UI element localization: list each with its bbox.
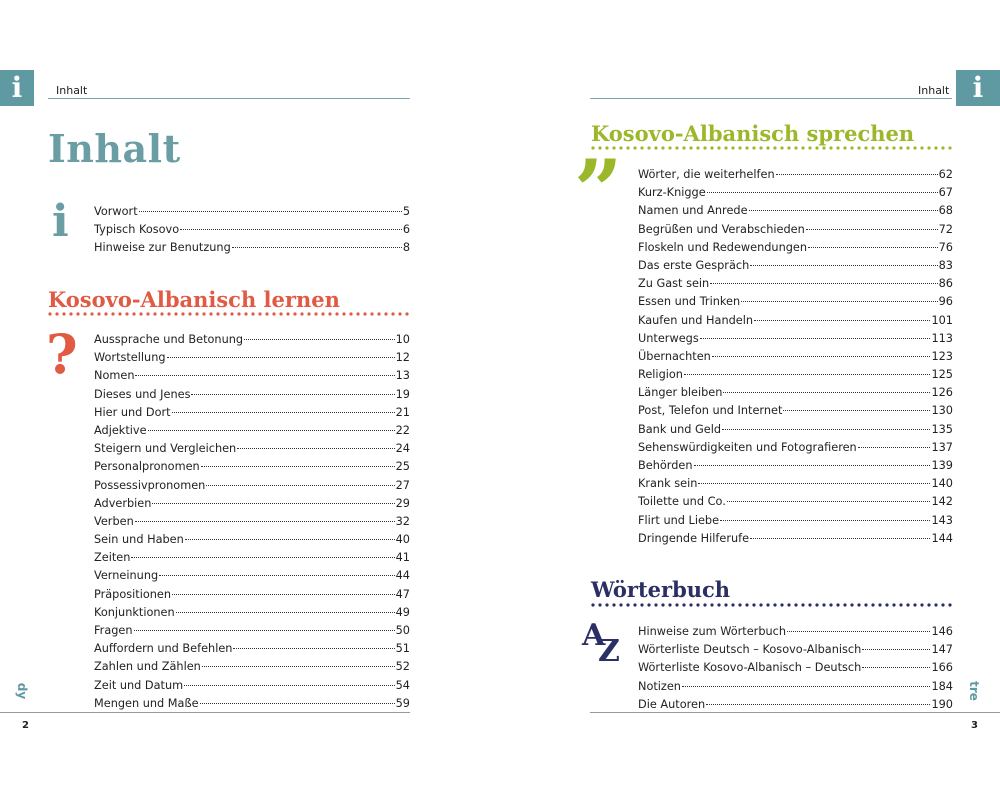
toc-entry-title: Wörter, die weiterhelfen — [638, 168, 775, 181]
dot-leader — [172, 594, 395, 595]
toc-entry-title: Auffordern und Befehlen — [94, 642, 233, 656]
toc-entry-title: Fragen — [94, 624, 133, 637]
a-z-icon — [582, 618, 626, 669]
toc-entry[interactable] — [638, 166, 953, 184]
dot-leader — [201, 466, 395, 467]
toc-entry-page: 76 — [938, 240, 953, 254]
side-word-dy: dy — [15, 682, 30, 700]
toc-entry[interactable] — [94, 331, 410, 349]
toc-entry-title: Nomen — [94, 369, 135, 383]
toc-entry-title: Dieses und Jenes — [94, 387, 191, 401]
dot-leader — [808, 247, 938, 248]
toc-entry-page: 166 — [931, 661, 953, 675]
dot-leader — [131, 557, 394, 558]
dot-leader — [202, 666, 395, 667]
toc-entry-page: 19 — [395, 387, 410, 401]
toc-entry[interactable] — [638, 402, 953, 420]
dot-leader — [706, 704, 930, 705]
toc-list-lernen — [94, 331, 410, 713]
toc-entry-title: Hinweise zur Benutzung — [94, 241, 231, 255]
toc-entry-title: Sein und Haben — [94, 533, 184, 547]
dot-leader — [184, 685, 394, 686]
page-number: 3 — [971, 720, 978, 731]
toc-entry[interactable] — [638, 659, 953, 677]
dot-leader — [806, 229, 938, 230]
toc-entry-title: Länger bleiben — [638, 386, 723, 400]
dot-leader — [722, 429, 930, 430]
toc-entry-page: 59 — [395, 696, 410, 710]
toc-entry[interactable] — [94, 640, 410, 658]
toc-entry-page: 101 — [931, 313, 953, 327]
toc-entry-title: Übernachten — [638, 349, 711, 363]
header-rule — [590, 98, 952, 99]
dot-leader — [135, 375, 394, 376]
toc-entry[interactable] — [638, 421, 953, 439]
dot-leader — [710, 283, 937, 284]
toc-entry-title: Aussprache und Betonung — [94, 333, 244, 346]
dot-leader — [862, 667, 930, 668]
toc-entry[interactable] — [94, 658, 410, 676]
toc-entry[interactable] — [638, 366, 953, 384]
toc-entry-page: 62 — [938, 168, 953, 181]
section-title-sprechen: Kosovo-Albanisch sprechen — [591, 121, 915, 146]
dot-leader — [185, 539, 395, 540]
toc-entry-title: Typisch Kosovo — [94, 223, 180, 237]
dot-leader — [135, 521, 395, 522]
toc-entry-title: Hinweise zum Wörterbuch — [638, 625, 787, 638]
toc-entry-title: Präpositionen — [94, 587, 172, 601]
toc-entry[interactable] — [638, 530, 953, 548]
toc-entry-page: 50 — [395, 624, 410, 637]
dot-leader — [682, 686, 930, 687]
toc-entry-title: Die Autoren — [638, 697, 706, 711]
toc-entry-page: 123 — [931, 349, 953, 363]
toc-entry-page: 68 — [938, 204, 953, 218]
toc-entry-title: Bank und Geld — [638, 422, 722, 436]
dot-leader — [232, 247, 402, 248]
dot-leader — [858, 447, 931, 448]
dot-leader — [172, 412, 395, 413]
toc-entry[interactable] — [638, 275, 953, 293]
toc-entry-page: 72 — [938, 222, 953, 236]
toc-entry-page: 32 — [395, 514, 410, 528]
toc-entry-title: Adverbien — [94, 496, 152, 510]
toc-entry[interactable] — [638, 257, 953, 275]
toc-entry-page: 6 — [402, 223, 410, 237]
toc-entry-page: 86 — [938, 277, 953, 291]
toc-entry-title: Das erste Gespräch — [638, 258, 750, 272]
toc-entry-page: 22 — [395, 423, 410, 437]
toc-entry-title: Unterwegs — [638, 331, 699, 345]
toc-entry[interactable] — [94, 513, 410, 531]
info-tab-icon: i — [0, 70, 34, 106]
toc-entry-page: 40 — [395, 533, 410, 547]
dot-leader — [750, 265, 937, 266]
toc-entry[interactable] — [638, 475, 953, 493]
section-dots-woerterbuch — [591, 603, 953, 607]
page-number: 2 — [22, 720, 29, 731]
toc-entry-page: 142 — [931, 495, 953, 509]
toc-entry-page: 44 — [395, 569, 410, 583]
toc-entry-page: 13 — [395, 369, 410, 383]
dot-leader — [700, 338, 931, 339]
toc-entry-page: 184 — [931, 679, 953, 693]
toc-entry[interactable] — [94, 458, 410, 476]
z-letter-icon: Z — [598, 634, 620, 669]
toc-entry[interactable] — [94, 239, 410, 257]
dot-leader — [749, 210, 938, 211]
toc-entry[interactable] — [94, 495, 410, 513]
toc-list-woerterbuch — [638, 623, 953, 714]
toc-entry-page: 49 — [395, 605, 410, 619]
toc-entry[interactable] — [638, 641, 953, 659]
toc-entry-title: Kaufen und Handeln — [638, 313, 754, 327]
dot-leader — [167, 357, 395, 358]
toc-entry[interactable] — [94, 440, 410, 458]
toc-entry-page: 96 — [938, 295, 953, 309]
dot-leader — [148, 430, 395, 431]
dot-leader — [741, 301, 938, 302]
dot-leader — [750, 538, 930, 539]
toc-entry-title: Wörterliste Deutsch – Kosovo-Albanisch — [638, 643, 862, 657]
toc-entry-page: 190 — [931, 697, 953, 711]
section-dots-lernen — [48, 312, 410, 316]
toc-entry-page: 135 — [931, 422, 953, 436]
section-dots-sprechen — [591, 146, 953, 150]
toc-entry-title: Steigern und Vergleichen — [94, 442, 237, 456]
quote-mark-icon: ” — [574, 141, 623, 240]
section-title-woerterbuch: Wörterbuch — [591, 577, 731, 602]
toc-entry-page: 139 — [931, 459, 953, 472]
toc-entry[interactable] — [638, 221, 953, 239]
toc-entry-page: 25 — [395, 460, 410, 474]
section-title-lernen: Kosovo-Albanisch lernen — [48, 287, 340, 312]
toc-entry-page: 5 — [402, 205, 410, 218]
toc-entry[interactable] — [638, 348, 953, 366]
toc-entry-title: Vorwort — [94, 205, 138, 218]
a-letter-icon: A — [582, 618, 606, 653]
toc-entry[interactable] — [638, 293, 953, 311]
dot-leader — [776, 174, 938, 175]
toc-entry[interactable] — [638, 312, 953, 330]
toc-entry[interactable] — [638, 239, 953, 257]
dot-leader — [684, 374, 930, 375]
toc-entry[interactable] — [94, 531, 410, 549]
dot-leader — [237, 448, 394, 449]
toc-entry-title: Zeit und Datum — [94, 678, 184, 692]
toc-entry-page: 144 — [931, 531, 953, 545]
toc-entry[interactable] — [638, 330, 953, 348]
footer-rule — [0, 712, 410, 713]
toc-entry-title: Begrüßen und Verabschieden — [638, 222, 805, 236]
dot-leader — [862, 649, 930, 650]
toc-entry[interactable] — [94, 422, 410, 440]
dot-leader — [723, 392, 930, 393]
toc-entry-title: Notizen — [638, 679, 681, 693]
toc-entry-page: 125 — [931, 368, 953, 382]
toc-entry[interactable] — [638, 678, 953, 696]
toc-entry-title: Behörden — [638, 459, 693, 472]
toc-entry-title: Dringende Hilferufe — [638, 531, 750, 545]
toc-entry-page: 8 — [402, 241, 410, 255]
dot-leader — [712, 356, 931, 357]
toc-entry[interactable] — [94, 604, 410, 622]
toc-entry-title: Flirt und Liebe — [638, 513, 720, 527]
toc-entry[interactable] — [94, 404, 410, 422]
toc-entry-title: Verben — [94, 514, 134, 528]
page-title: Inhalt — [48, 126, 181, 171]
toc-entry-title: Post, Telefon und Internet — [638, 404, 783, 418]
toc-entry[interactable] — [638, 184, 953, 202]
toc-entry[interactable] — [638, 623, 953, 641]
toc-entry-page: 140 — [931, 477, 953, 491]
toc-entry[interactable] — [94, 203, 410, 221]
dot-leader — [233, 648, 394, 649]
dot-leader — [191, 394, 394, 395]
running-header: Inhalt — [56, 84, 88, 97]
toc-entry[interactable] — [638, 493, 953, 511]
toc-entry-page: 126 — [931, 386, 953, 400]
toc-entry[interactable] — [638, 512, 953, 530]
toc-entry[interactable] — [94, 586, 410, 604]
question-mark-icon: ? — [46, 322, 78, 386]
dot-leader — [206, 485, 394, 486]
header-rule — [48, 98, 410, 99]
dot-leader — [754, 320, 930, 321]
toc-entry-page: 52 — [395, 660, 410, 674]
toc-entry-title: Wortstellung — [94, 351, 166, 365]
dot-leader — [244, 339, 395, 340]
toc-entry-title: Zu Gast sein — [638, 277, 710, 291]
toc-entry-title: Konjunktionen — [94, 605, 175, 619]
info-icon: i — [52, 196, 69, 247]
dot-leader — [707, 192, 938, 193]
info-tab-icon: i — [956, 70, 1000, 106]
toc-entry[interactable] — [94, 349, 410, 367]
dot-leader — [152, 503, 394, 504]
toc-entry-title: Religion — [638, 368, 683, 382]
toc-entry-title: Verneinung — [94, 569, 159, 583]
toc-entry[interactable] — [94, 549, 410, 567]
toc-entry-page: 143 — [931, 513, 953, 527]
toc-entry[interactable] — [638, 384, 953, 402]
dot-leader — [176, 612, 395, 613]
toc-list-sprechen — [638, 166, 953, 548]
toc-entry-page: 137 — [931, 440, 953, 454]
toc-entry-title: Toilette und Co. — [638, 495, 726, 509]
side-word-tre: tre — [966, 681, 981, 701]
toc-entry-page: 147 — [931, 643, 953, 657]
toc-entry-title: Personalpronomen — [94, 460, 200, 474]
toc-entry-title: Namen und Anrede — [638, 204, 748, 218]
toc-entry[interactable] — [94, 386, 410, 404]
dot-leader — [720, 520, 930, 521]
toc-entry-title: Essen und Trinken — [638, 295, 741, 309]
dot-leader — [200, 703, 395, 704]
toc-entry[interactable] — [94, 221, 410, 239]
toc-entry-page: 146 — [931, 625, 953, 638]
dot-leader — [134, 630, 395, 631]
dot-leader — [694, 465, 931, 466]
toc-entry-page: 51 — [395, 642, 410, 656]
dot-leader — [698, 483, 930, 484]
toc-entry-page: 83 — [938, 258, 953, 272]
toc-entry-title: Zeiten — [94, 551, 131, 565]
toc-entry-title: Krank sein — [638, 477, 698, 491]
toc-list-intro — [94, 203, 410, 258]
dot-leader — [787, 631, 930, 632]
dot-leader — [139, 211, 402, 212]
toc-entry-page: 21 — [395, 405, 410, 419]
toc-entry-title: Mengen und Maße — [94, 696, 199, 710]
toc-entry[interactable] — [94, 367, 410, 385]
dot-leader — [783, 410, 930, 411]
toc-entry-page: 12 — [395, 351, 410, 365]
toc-entry-title: Zahlen und Zählen — [94, 660, 201, 674]
toc-entry-title: Adjektive — [94, 423, 147, 437]
toc-entry-title: Kurz-Knigge — [638, 186, 706, 200]
toc-entry-page: 67 — [938, 186, 953, 200]
footer-rule — [590, 712, 1000, 713]
dot-leader — [727, 501, 931, 502]
toc-entry-page: 24 — [395, 442, 410, 456]
toc-entry-title: Hier und Dort — [94, 405, 171, 419]
toc-entry-page: 130 — [931, 404, 953, 418]
toc-entry[interactable] — [94, 695, 410, 713]
toc-entry-page: 113 — [931, 331, 953, 345]
toc-entry-page: 29 — [395, 496, 410, 510]
toc-entry-page: 47 — [395, 587, 410, 601]
toc-entry[interactable] — [94, 567, 410, 585]
toc-entry-title: Floskeln und Redewendungen — [638, 240, 808, 254]
toc-entry-title: Wörterliste Kosovo-Albanisch – Deutsch — [638, 661, 862, 675]
toc-entry[interactable] — [94, 677, 410, 695]
toc-entry-page: 54 — [395, 678, 410, 692]
toc-entry-title: Sehenswürdigkeiten und Fotografieren — [638, 440, 857, 454]
toc-entry-page: 10 — [395, 333, 410, 346]
toc-entry[interactable] — [638, 457, 953, 475]
dot-leader — [159, 575, 394, 576]
running-header: Inhalt — [918, 84, 950, 97]
toc-entry[interactable] — [94, 477, 410, 495]
toc-entry-page: 27 — [395, 478, 410, 492]
toc-entry[interactable] — [638, 202, 953, 220]
toc-entry[interactable] — [638, 439, 953, 457]
dot-leader — [180, 229, 402, 230]
toc-entry-title: Possessivpronomen — [94, 478, 206, 492]
toc-entry[interactable] — [94, 622, 410, 640]
toc-entry-page: 41 — [395, 551, 410, 565]
